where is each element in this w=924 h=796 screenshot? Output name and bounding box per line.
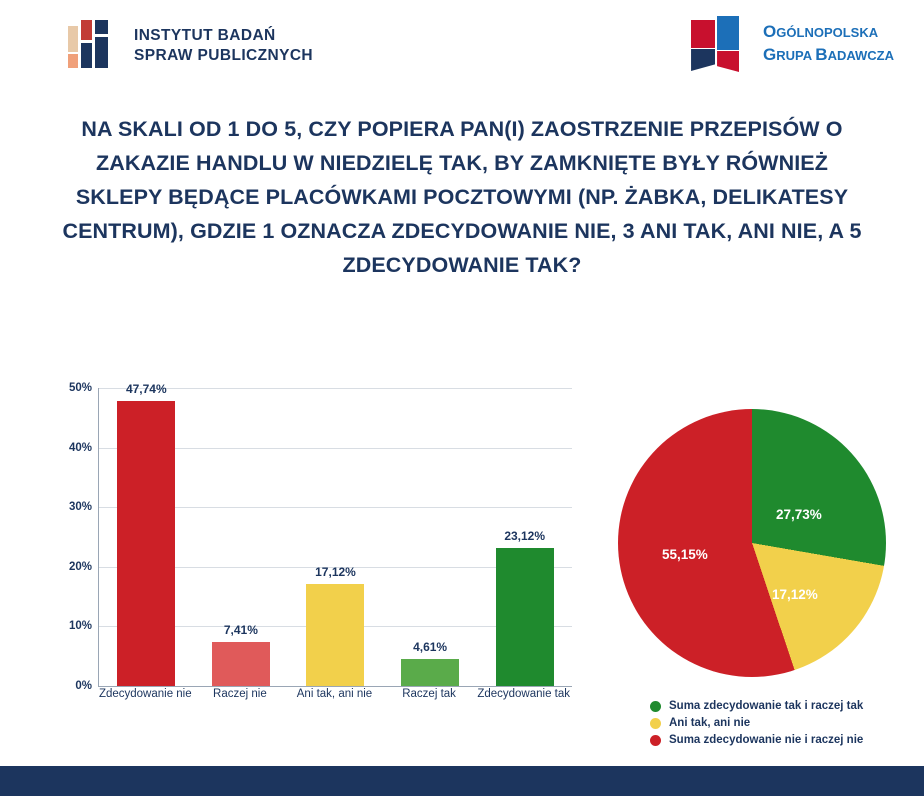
- right-logo-line1-cap: O: [763, 22, 777, 41]
- page-header: [0, 0, 924, 92]
- left-logo-line1: INSTYTUT BADAŃ: [134, 27, 276, 44]
- bar-slot: [383, 388, 478, 686]
- left-logo-line2: SPRAW PUBLICZNYCH: [134, 47, 314, 64]
- pie-label-yellow: 17,12%: [772, 587, 818, 602]
- bar-slot: [288, 388, 383, 686]
- ibsp-logo-icon: [68, 20, 120, 72]
- pie-chart-legend: [650, 700, 920, 751]
- y-axis-tick-label: 30%: [68, 501, 92, 514]
- right-logo: [691, 16, 894, 72]
- legend-label: Suma zdecydowanie tak i raczej tak: [669, 700, 864, 712]
- bar-value-label: 23,12%: [504, 529, 546, 544]
- bar[interactable]: [496, 529, 554, 686]
- legend-color-swatch: [650, 718, 661, 729]
- x-axis-category-label: Zdecydowanie nie: [98, 688, 192, 700]
- pie-label-red: 55,15%: [662, 547, 708, 562]
- right-logo-line2-cap2: B: [815, 45, 828, 64]
- bar-chart-x-axis-labels: [98, 688, 571, 700]
- legend-item[interactable]: [650, 700, 920, 712]
- left-logo: [68, 20, 313, 72]
- bar[interactable]: [306, 564, 364, 686]
- footer-bar: [0, 766, 924, 796]
- chart-title: NA SKALI OD 1 DO 5, CZY POPIERA PAN(I) ZAOSTRZENIE PRZEPISÓW O ZAKAZIE HANDLU W NIEDZIELĘ TAK, BY ZAMKNIĘTE BYŁY RÓWNIEŻ SKLEPY BĘDĄCE PLACÓWKAMI POCZTOWYMI (NP. ŻABKA, DELIKATESY CENTRUM), GDZIE 1 OZNACZA ZDECYDOWANIE NIE, 3 ANI TAK, ANI NIE, A 5 ZDECYDOWANIE TAK?: [62, 117, 862, 277]
- bar[interactable]: [212, 622, 270, 686]
- legend-item[interactable]: [650, 717, 920, 729]
- pie-chart: [600, 395, 910, 695]
- bar-value-label: 7,41%: [223, 622, 258, 637]
- bar-slot: [477, 388, 572, 686]
- y-axis-tick-label: 50%: [68, 382, 92, 394]
- y-axis-tick-label: 0%: [75, 680, 92, 692]
- gridline: [75, 680, 572, 692]
- bar-chart: [58, 375, 578, 745]
- legend-color-swatch: [650, 701, 661, 712]
- right-logo-line2-rest: ADAWCZA: [827, 48, 894, 63]
- x-axis-category-label: Ani tak, ani nie: [296, 688, 373, 700]
- bar[interactable]: [117, 382, 175, 686]
- right-logo-line2-cap: G: [763, 45, 777, 64]
- left-logo-text: [134, 26, 313, 66]
- y-axis-tick-label: 10%: [68, 620, 92, 633]
- bar-chart-bars: [99, 382, 572, 686]
- bar-value-label: 47,74%: [125, 382, 167, 397]
- x-axis-category-label: Zdecydowanie tak: [477, 688, 571, 700]
- y-axis-tick-label: 20%: [68, 560, 92, 573]
- bar-chart-plot-area: [68, 382, 572, 692]
- legend-label: Suma zdecydowanie nie i raczej nie: [669, 734, 864, 746]
- right-logo-line2-mid: RUPA: [776, 48, 816, 63]
- legend-color-swatch: [650, 735, 661, 746]
- pie-chart-circle: [618, 409, 886, 677]
- bar-slot: [194, 388, 289, 686]
- y-axis-tick-label: 40%: [68, 441, 92, 454]
- right-logo-line1-rest: GÓLNOPOLSKA: [776, 25, 879, 40]
- bar-value-label: 4,61%: [413, 639, 448, 654]
- pie-label-green: 27,73%: [776, 507, 822, 522]
- x-axis-category-label: Raczej tak: [402, 688, 456, 700]
- x-axis-category-label: Raczej nie: [213, 688, 267, 700]
- right-logo-text: [763, 21, 894, 67]
- legend-item[interactable]: [650, 734, 920, 746]
- legend-label: Ani tak, ani nie: [669, 717, 751, 729]
- bar-slot: [99, 382, 194, 686]
- bar-value-label: 17,12%: [315, 564, 356, 579]
- ogb-logo-icon: [691, 16, 753, 72]
- bar[interactable]: [401, 639, 459, 686]
